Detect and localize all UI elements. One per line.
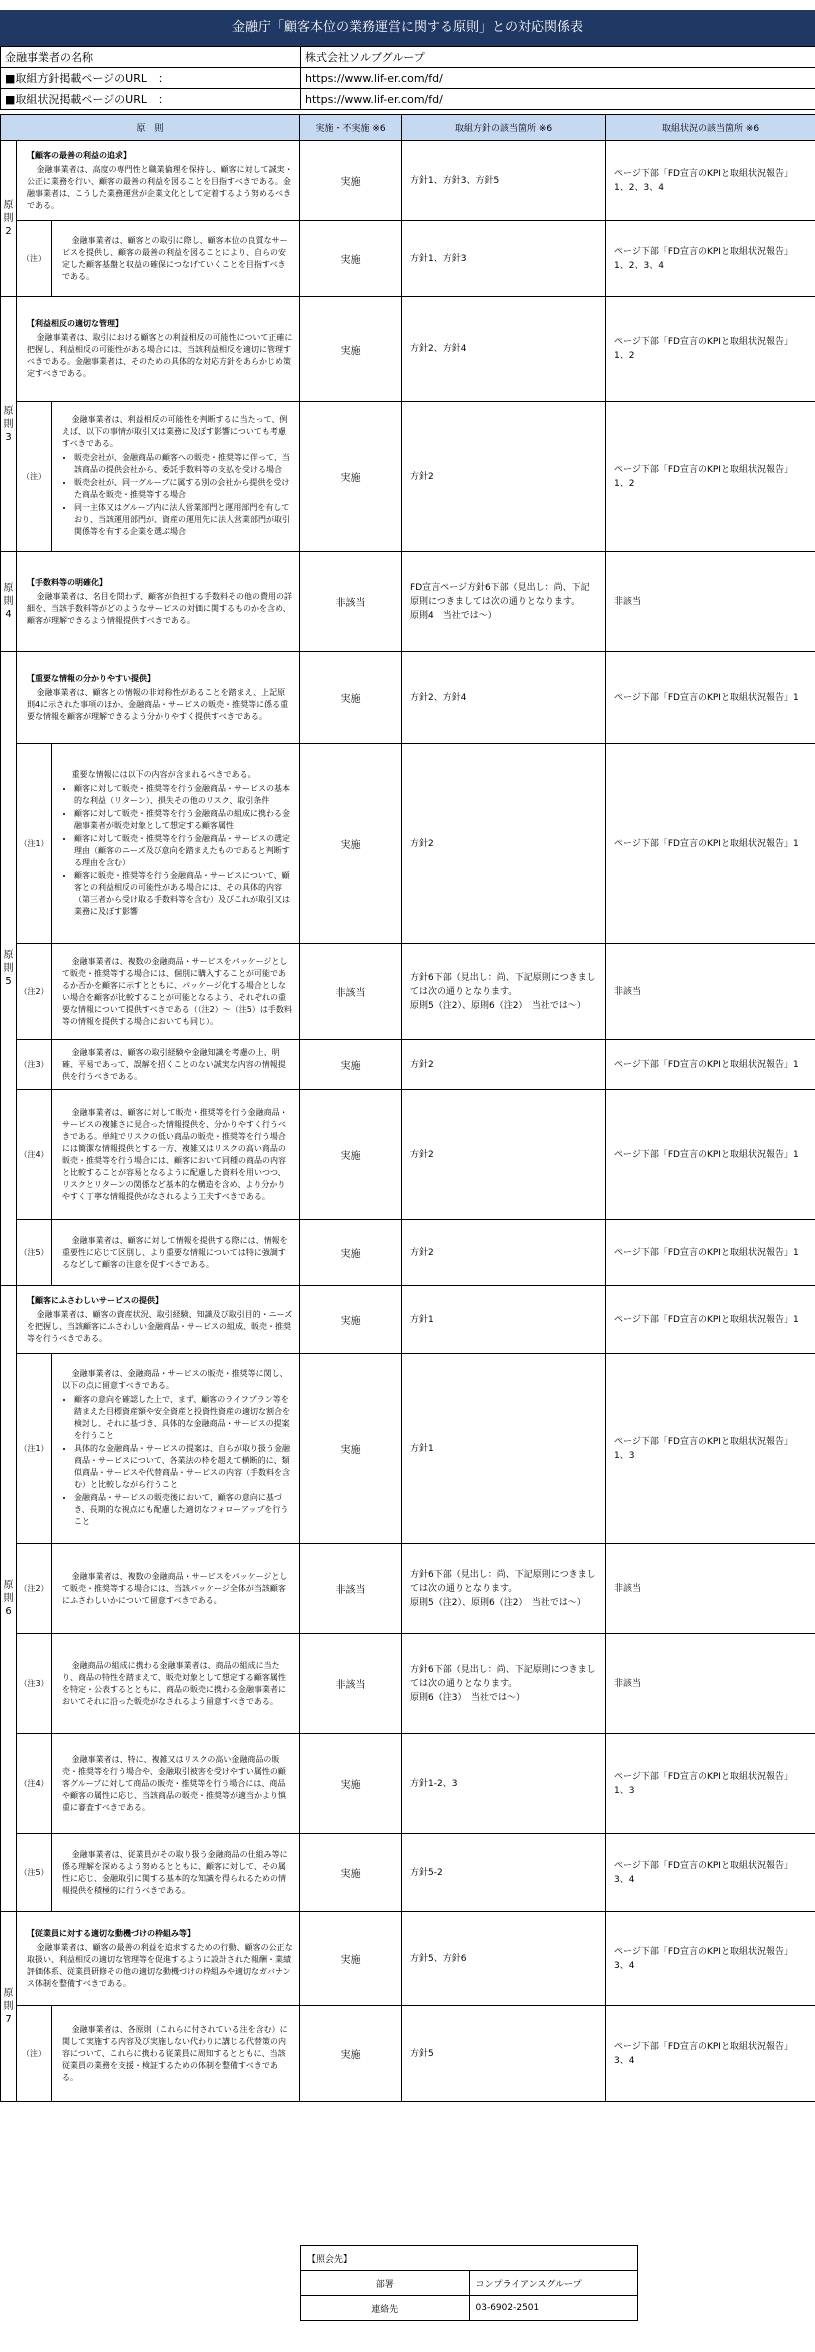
- policy-reference: 方針2: [402, 744, 606, 944]
- policy-url-label: ■取組方針掲載ページのURL ：: [1, 68, 301, 89]
- note-body: 金融事業者は、顧客に対して情報を提供する際には、情報を重要性に応じて区別し、より重要な情報については特に強調するなどして顧客の注意を促すべきである。: [62, 1235, 288, 1269]
- note-label: （注2）: [17, 1544, 52, 1634]
- header-principle: 原 則: [1, 115, 300, 141]
- status-reference: ページ下部「FD宣言のKPIと取組状況報告」1、2: [606, 297, 815, 402]
- policy-url-row: [1, 68, 815, 89]
- table-row: [1, 1090, 815, 1220]
- principle-group-label: 原 則 7: [1, 1912, 17, 2102]
- contact-header: 【照会先】: [301, 2246, 638, 2271]
- note-text: [52, 1220, 300, 1286]
- note-label: （注4）: [17, 1734, 52, 1834]
- note-item: • 販売会社が、同一グループに属する別の会社から提供を受けた商品を販売・推奨等する場合: [74, 477, 293, 501]
- principle-group-label: 原 則 4: [1, 552, 17, 652]
- principle-heading: 【顧客にふさわしいサービスの提供】: [27, 1295, 163, 1305]
- page-title: 金融庁「顧客本位の業務運営に関する原則」との対応関係表: [0, 10, 815, 46]
- note-body: 金融事業者は、複数の金融商品・サービスをパッケージとして販売・推奨等する場合には、個別に購入することが可能であるか否かを顧客に示すとともに、パッケージ化する場合としない場合を顧客が比較することが可能となるよう、それぞれの重要な情報について提供すべきである（（注2）～（注5）は手数料等の情報を提供する場合においても同じ）。: [62, 956, 292, 1026]
- policy-reference: 方針5、方針6: [402, 1912, 606, 2006]
- implementation-status: 実施: [300, 1040, 402, 1090]
- implementation-status: 実施: [300, 1090, 402, 1220]
- note-label: （注4）: [17, 1090, 52, 1220]
- implementation-status: 実施: [300, 221, 402, 297]
- note-body: 金融事業者は、従業員がその取り扱う金融商品の仕組み等に係る理解を深めるよう努めるとともに、顧客に対して、その属性に応じ、金融取引に関する基本的な知識を得られるための情報提供を積極的に行うべきである。: [62, 1849, 288, 1895]
- principle-text: [17, 552, 300, 652]
- principle-body: 金融事業者は、名目を問わず、顧客が負担する手数料その他の費用の詳細を、当該手数料等がどのようなサービスの対価に関するものかを含め、顧客が理解できるよう情報提供すべきである。: [27, 591, 292, 625]
- principle-group-label: 原 則 2: [1, 141, 17, 297]
- implementation-status: 実施: [300, 1220, 402, 1286]
- note-text: [52, 1040, 300, 1090]
- policy-reference: 方針1-2、3: [402, 1734, 606, 1834]
- header-status: 取組状況の該当箇所 ※6: [606, 115, 815, 141]
- principle-heading: 【重要な情報の分かりやすい提供】: [27, 673, 155, 683]
- note-text: [52, 1354, 300, 1544]
- note-items-list: [62, 783, 293, 918]
- table-row: [1, 1286, 815, 1354]
- status-reference: 非該当: [606, 944, 815, 1040]
- implementation-status: 実施: [300, 1354, 402, 1544]
- implementation-status: 実施: [300, 652, 402, 744]
- implementation-status: 実施: [300, 402, 402, 552]
- implementation-status: 実施: [300, 2006, 402, 2102]
- note-items-list: [62, 452, 293, 538]
- status-reference: ページ下部「FD宣言のKPIと取組状況報告」1: [606, 1090, 815, 1220]
- principle-heading: 【顧客の最善の利益の追求】: [27, 150, 131, 160]
- status-reference: ページ下部「FD宣言のKPIと取組状況報告」1、2: [606, 402, 815, 552]
- principle-heading: 【手数料等の明確化】: [27, 577, 107, 587]
- note-label: （注2）: [17, 944, 52, 1040]
- note-body: 金融事業者は、各原則（これらに付されている注を含む）に関して実施する内容及び実施しない代わりに講じる代替策の内容について、これらに携わる従業員に周知するとともに、当該従業員の業務を支援・検証するための体制を整備すべきである。: [62, 2024, 288, 2082]
- status-reference: ページ下部「FD宣言のKPIと取組状況報告」3、4: [606, 2006, 815, 2102]
- status-reference: ページ下部「FD宣言のKPIと取組状況報告」1: [606, 744, 815, 944]
- implementation-status: 非該当: [300, 1544, 402, 1634]
- company-row: [1, 47, 815, 68]
- phone-label: 連絡先: [301, 2296, 470, 2321]
- company-label: 金融事業者の名称: [1, 47, 301, 68]
- table-row: [1, 1634, 815, 1734]
- status-reference: ページ下部「FD宣言のKPIと取組状況報告」1: [606, 1040, 815, 1090]
- table-row: [1, 1544, 815, 1634]
- policy-reference: 方針5-2: [402, 1834, 606, 1912]
- principle-body: 金融事業者は、取引における顧客との利益相反の可能性について正確に把握し、利益相反の可能性がある場合には、当該利益相反を適切に管理すべきである。金融事業者は、そのための具体的な対応方針をあらかじめ策定すべきである。: [27, 333, 293, 378]
- status-reference: ページ下部「FD宣言のKPIと取組状況報告」1、2、3、4: [606, 221, 815, 297]
- table-row: [1, 1912, 815, 2006]
- principle-body: 金融事業者は、高度の専門性と職業倫理を保持し、顧客に対して誠実・公正に業務を行い、顧客の最善の利益を図ることを目指すべきである。金融事業者は、こうした業務運営が企業文化として定着するよう努めるべきである。: [27, 164, 293, 210]
- note-text: [52, 744, 300, 944]
- principle-heading: 【利益相反の適切な管理】: [27, 319, 123, 328]
- table-row: [1, 1354, 815, 1544]
- principle-text: [17, 652, 300, 744]
- policy-reference: 方針2、方針4: [402, 297, 606, 402]
- note-body: 重要な情報には以下の内容が含まれるべきである。: [71, 769, 256, 779]
- implementation-status: 非該当: [300, 1634, 402, 1734]
- status-reference: ページ下部「FD宣言のKPIと取組状況報告」1、2、3、4: [606, 141, 815, 221]
- note-body: 金融事業者は、特に、複雑又はリスクの高い金融商品の販売・推奨等を行う場合や、金融取引被害を受けやすい属性の顧客グループに対して商品の販売・推奨等を行う場合には、商品や顧客の属性に応じ、当該商品の販売・推奨等が適当かより慎重に審査すべきである。: [62, 1754, 286, 1812]
- note-item: • 同一主体又はグループ内に法人営業部門と運用部門を有しており、当該運用部門が、資産の運用先に法人営業部門が取引関係等を有する企業を選ぶ場合: [74, 502, 293, 538]
- principle-text: [17, 297, 300, 402]
- principle-text: [17, 1912, 300, 2006]
- note-text: [52, 2006, 300, 2102]
- status-reference: ページ下部「FD宣言のKPIと取組状況報告」1: [606, 1286, 815, 1354]
- header-implementation: 実施・不実施 ※6: [300, 115, 402, 141]
- policy-reference: 方針6下部（見出し：尚、下記原則につきましては次の通りとなります。 原則6（注3） 当社では～）: [402, 1634, 606, 1734]
- table-row: [1, 744, 815, 944]
- table-header-row: [1, 115, 815, 141]
- table-row: [1, 1734, 815, 1834]
- dept-label: 部署: [301, 2271, 470, 2296]
- principle-body: 金融事業者は、顧客の資産状況、取引経験、知識及び取引目的・ニーズを把握し、当該顧客にふさわしい金融商品・サービスの組成、販売・推奨等を行うべきである。: [27, 1309, 293, 1343]
- note-label: （注3）: [17, 1634, 52, 1734]
- policy-reference: 方針6下部（見出し：尚、下記原則につきましては次の通りとなります。 原則5（注2）、原則6（注2） 当社では～）: [402, 944, 606, 1040]
- status-reference: ページ下部「FD宣言のKPIと取組状況報告」1: [606, 1220, 815, 1286]
- policy-reference: 方針6下部（見出し：尚、下記原則につきましては次の通りとなります。 原則5（注2）、原則6（注2） 当社では～）: [402, 1544, 606, 1634]
- contact-phone-row: [301, 2296, 638, 2321]
- status-reference: ページ下部「FD宣言のKPIと取組状況報告」3、4: [606, 1834, 815, 1912]
- note-label: （注5）: [17, 1834, 52, 1912]
- status-reference: ページ下部「FD宣言のKPIと取組状況報告」1、3: [606, 1354, 815, 1544]
- note-text: [52, 1734, 300, 1834]
- note-items-list: [62, 1394, 293, 1528]
- policy-reference: 方針1: [402, 1286, 606, 1354]
- table-row: [1, 221, 815, 297]
- principle-heading: 【従業員に対する適切な動機づけの枠組み等】: [27, 1928, 195, 1938]
- table-row: [1, 944, 815, 1040]
- principle-body: 金融事業者は、顧客の最善の利益を追求するための行動、顧客の公正な取扱い、利益相反の適切な管理等を促進するように設計された報酬・業績評価体系、従業員研修その他の適切な動機づけの枠組みや適切なガバナンス体制を整備すべきである。: [27, 1942, 293, 1988]
- table-row: [1, 652, 815, 744]
- company-value: 株式会社ソルブグループ: [301, 47, 815, 68]
- principle-text: [17, 141, 300, 221]
- contact-header-row: [301, 2246, 638, 2271]
- status-reference: 非該当: [606, 552, 815, 652]
- note-text: [52, 1090, 300, 1220]
- policy-url-link[interactable]: https://www.lif-er.com/fd/: [301, 68, 815, 89]
- status-url-row: [1, 89, 815, 110]
- table-row: [1, 402, 815, 552]
- phone-value: 03-6902-2501: [469, 2296, 638, 2321]
- implementation-status: 実施: [300, 1734, 402, 1834]
- note-item: • 顧客に対して販売・推奨等を行う金融商品・サービスの選定理由（顧客のニーズ及び意向を踏まえたものであると判断する理由を含む）: [74, 833, 293, 869]
- note-text: [52, 402, 300, 552]
- correspondence-table: [0, 114, 815, 2102]
- status-url-label: ■取組状況掲載ページのURL ：: [1, 89, 301, 110]
- note-item: • 金融商品・サービスの販売後において、顧客の意向に基づき、長期的な視点にも配慮した適切なフォローアップを行うこと: [74, 1492, 293, 1528]
- contact-dept-row: [301, 2271, 638, 2296]
- status-reference: 非該当: [606, 1544, 815, 1634]
- principle-group-label: 原 則 6: [1, 1286, 17, 1912]
- policy-reference: 方針2: [402, 1090, 606, 1220]
- implementation-status: 非該当: [300, 944, 402, 1040]
- note-item: • 顧客に対して販売・推奨等を行う金融商品の組成に携わる金融事業者が販売対象として想定する顧客属性: [74, 808, 293, 832]
- status-reference: ページ下部「FD宣言のKPIと取組状況報告」3、4: [606, 1912, 815, 2006]
- note-body: 金融事業者は、顧客との取引に際し、顧客本位の良質なサービスを提供し、顧客の最善の利益を図ることにより、自らの安定した顧客基盤と収益の確保につなげていくことを目指すべきである。: [62, 235, 288, 281]
- implementation-status: 非該当: [300, 552, 402, 652]
- note-item: • 販売会社が、金融商品の顧客への販売・推奨等に伴って、当該商品の提供会社から、委託手数料等の支払を受ける場合: [74, 452, 293, 476]
- table-row: [1, 2006, 815, 2102]
- policy-reference: 方針2、方針4: [402, 652, 606, 744]
- implementation-status: 実施: [300, 297, 402, 402]
- implementation-status: 実施: [300, 1912, 402, 2006]
- note-label: （注）: [17, 2006, 52, 2102]
- implementation-status: 実施: [300, 744, 402, 944]
- policy-reference: 方針2: [402, 1040, 606, 1090]
- note-label: （注）: [17, 402, 52, 552]
- policy-reference: 方針2: [402, 402, 606, 552]
- policy-reference: 方針5: [402, 2006, 606, 2102]
- status-reference: ページ下部「FD宣言のKPIと取組状況報告」1、3: [606, 1734, 815, 1834]
- note-text: [52, 1834, 300, 1912]
- status-reference: 非該当: [606, 1634, 815, 1734]
- note-text: [52, 1634, 300, 1734]
- status-reference: ページ下部「FD宣言のKPIと取組状況報告」1: [606, 652, 815, 744]
- principle-group-label: 原 則 3: [1, 297, 17, 552]
- table-row: [1, 1040, 815, 1090]
- note-label: （注）: [17, 221, 52, 297]
- note-body: 金融商品の組成に携わる金融事業者は、商品の組成に当たり、商品の特性を踏まえて、販売対象として想定する顧客属性を特定・公表するとともに、商品の販売に携わる金融事業者においてそれに沿った販売がなされるよう留意すべきである。: [62, 1660, 286, 1706]
- note-text: [52, 1544, 300, 1634]
- company-info-table: [0, 46, 815, 110]
- policy-reference: 方針2: [402, 1220, 606, 1286]
- note-text: [52, 944, 300, 1040]
- header-policy: 取組方針の該当箇所 ※6: [402, 115, 606, 141]
- note-body: 金融事業者は、顧客の取引経験や金融知識を考慮の上、明確、平易であって、誤解を招くことのない誠実な内容の情報提供を行うべきである。: [62, 1047, 286, 1081]
- policy-reference: FD宣言ページ方針6下部（見出し：尚、下記原則につきましては次の通りとなります。 原則4 当社では～）: [402, 552, 606, 652]
- status-url-link[interactable]: https://www.lif-er.com/fd/: [301, 89, 815, 110]
- principle-text: [17, 1286, 300, 1354]
- table-row: [1, 1220, 815, 1286]
- implementation-status: 実施: [300, 1286, 402, 1354]
- note-text: [52, 221, 300, 297]
- table-row: [1, 552, 815, 652]
- note-body: 金融事業者は、金融商品・サービスの販売・推奨等に関し、以下の点に留意すべきである。: [62, 1369, 288, 1390]
- note-label: （注1）: [17, 1354, 52, 1544]
- note-label: （注5）: [17, 1220, 52, 1286]
- table-row: [1, 297, 815, 402]
- implementation-status: 実施: [300, 1834, 402, 1912]
- contact-table: [300, 2245, 638, 2321]
- note-item: • 顧客に対して販売・推奨等を行う金融商品・サービスの基本的な利益（リターン）、損失その他のリスク、取引条件: [74, 783, 293, 807]
- note-body: 金融事業者は、利益相反の可能性を判断するに当たって、例えば、以下の事情が取引又は業務に及ぼす影響についても考慮すべきである。: [62, 415, 288, 448]
- note-item: • 顧客に販売・推奨等を行う金融商品・サービスについて、顧客との利益相反の可能性がある場合には、その具体的内容（第三者から受け取る手数料等を含む）及びこれが取引又は業務に及ぼす影響: [74, 870, 293, 918]
- policy-reference: 方針1、方針3: [402, 221, 606, 297]
- note-item: • 顧客の意向を確認した上で、まず、顧客のライフプラン等を踏まえた目標資産額や安全資産と投資性資産の適切な割合を検討し、それに基づき、具体的な金融商品・サービスの提案を行うこと: [74, 1394, 293, 1442]
- policy-reference: 方針1、方針3、方針5: [402, 141, 606, 221]
- policy-reference: 方針1: [402, 1354, 606, 1544]
- note-label: （注1）: [17, 744, 52, 944]
- note-label: （注3）: [17, 1040, 52, 1090]
- table-row: [1, 1834, 815, 1912]
- table-body: [1, 141, 815, 2102]
- note-body: 金融事業者は、顧客に対して販売・推奨等を行う金融商品・サービスの複雑さに見合った情報提供を、分かりやすく行うべきである。単純でリスクの低い商品の販売・推奨等を行う場合には簡潔な情報提供とする一方、複雑又はリスクの高い商品の販売・推奨等を行う場合には、顧客において同種の商品の内容と比較することが容易となるように配慮した資料を用いつつ、リスクとリターンの関係など基本的な構造を含め、より分かりやすく丁寧な情報提供がなされるよう工夫すべきである。: [62, 1107, 288, 1201]
- implementation-status: 実施: [300, 141, 402, 221]
- note-item: • 具体的な金融商品・サービスの提案は、自らが取り扱う金融商品・サービスについて、各業法の枠を超えて横断的に、類似商品・サービスや代替商品・サービスの内容（手数料を含む）と比較しながら行うこと: [74, 1443, 293, 1491]
- note-body: 金融事業者は、複数の金融商品・サービスをパッケージとして販売・推奨等する場合には、当該パッケージ全体が当該顧客にふさわしいかについて留意すべきである。: [62, 1571, 288, 1605]
- principle-group-label: 原 則 5: [1, 652, 17, 1286]
- dept-value: コンプライアンスグループ: [469, 2271, 638, 2296]
- table-row: [1, 141, 815, 221]
- principle-body: 金融事業者は、顧客との情報の非対称性があることを踏まえ、上記原則4に示された事項のほか、金融商品・サービスの販売・推奨等に係る重要な情報を顧客が理解できるよう分かりやすく提供すべきである。: [27, 687, 289, 721]
